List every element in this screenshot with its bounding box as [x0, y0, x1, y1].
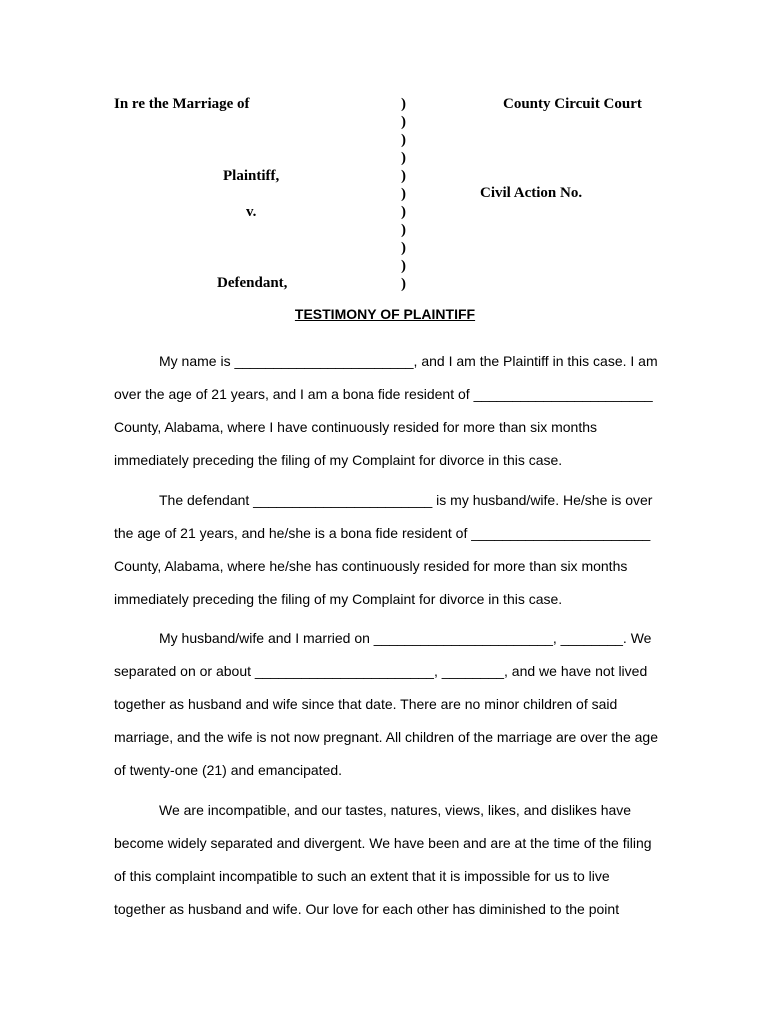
caption-paren: ) — [401, 258, 406, 274]
paragraph-line: immediately preceding the filing of my Complaint for divorce in this case. — [114, 591, 563, 607]
paragraph-line: We are incompatible, and our tastes, natures, views, likes, and dislikes have — [159, 802, 632, 818]
caption-paren: ) — [401, 204, 406, 220]
caption-paren: ) — [401, 96, 406, 112]
caption-paren: ) — [401, 276, 406, 292]
paragraph-line: immediately preceding the filing of my Complaint for divorce in this case. — [114, 452, 563, 468]
civil-action-label: Civil Action No. — [480, 185, 583, 201]
document-title: TESTIMONY OF PLAINTIFF — [294, 306, 476, 322]
caption-paren: ) — [401, 222, 406, 238]
defendant-label: Defendant, — [217, 275, 288, 291]
marriage-label: In re the Marriage of — [114, 96, 250, 112]
caption-paren: ) — [401, 240, 406, 256]
paragraph-line: separated on or about _______________________, ________, and we have not lived — [114, 663, 648, 679]
caption-paren: ) — [401, 114, 406, 130]
paragraph-line: My name is _______________________, and I am the Plaintiff in this case. I am — [159, 353, 658, 369]
paragraph-line: together as husband and wife. Our love for each other has diminished to the point — [114, 901, 620, 917]
plaintiff-label: Plaintiff, — [223, 168, 280, 184]
paragraph-line: My husband/wife and I married on _______________________, ________. We — [159, 630, 652, 646]
paragraph-line: of twenty-one (21) and emancipated. — [114, 762, 343, 778]
caption-paren: ) — [401, 150, 406, 166]
caption-paren: ) — [401, 186, 406, 202]
paragraph-line: County, Alabama, where I have continuously resided for more than six months — [114, 419, 597, 435]
paragraph-line: the age of 21 years, and he/she is a bona fide resident of _______________________ — [114, 525, 651, 541]
paragraph-line: become widely separated and divergent. We have been and are at the time of the filing — [114, 835, 652, 851]
paragraph-line: together as husband and wife since that date. There are no minor children of said — [114, 696, 618, 712]
paragraph-line: The defendant _______________________ is my husband/wife. He/she is over — [159, 492, 653, 508]
paragraph-line: marriage, and the wife is not now pregnant. All children of the marriage are over the age — [114, 729, 658, 745]
caption-paren: ) — [401, 132, 406, 148]
paragraph-line: of this complaint incompatible to such an extent that it is impossible for us to live — [114, 868, 610, 884]
caption-paren: ) — [401, 168, 406, 184]
paragraph-line: County, Alabama, where he/she has continuously resided for more than six months — [114, 558, 628, 574]
versus-label: v. — [246, 204, 257, 220]
court-name: County Circuit Court — [503, 96, 642, 112]
paragraph-line: over the age of 21 years, and I am a bona fide resident of _______________________ — [114, 386, 653, 402]
